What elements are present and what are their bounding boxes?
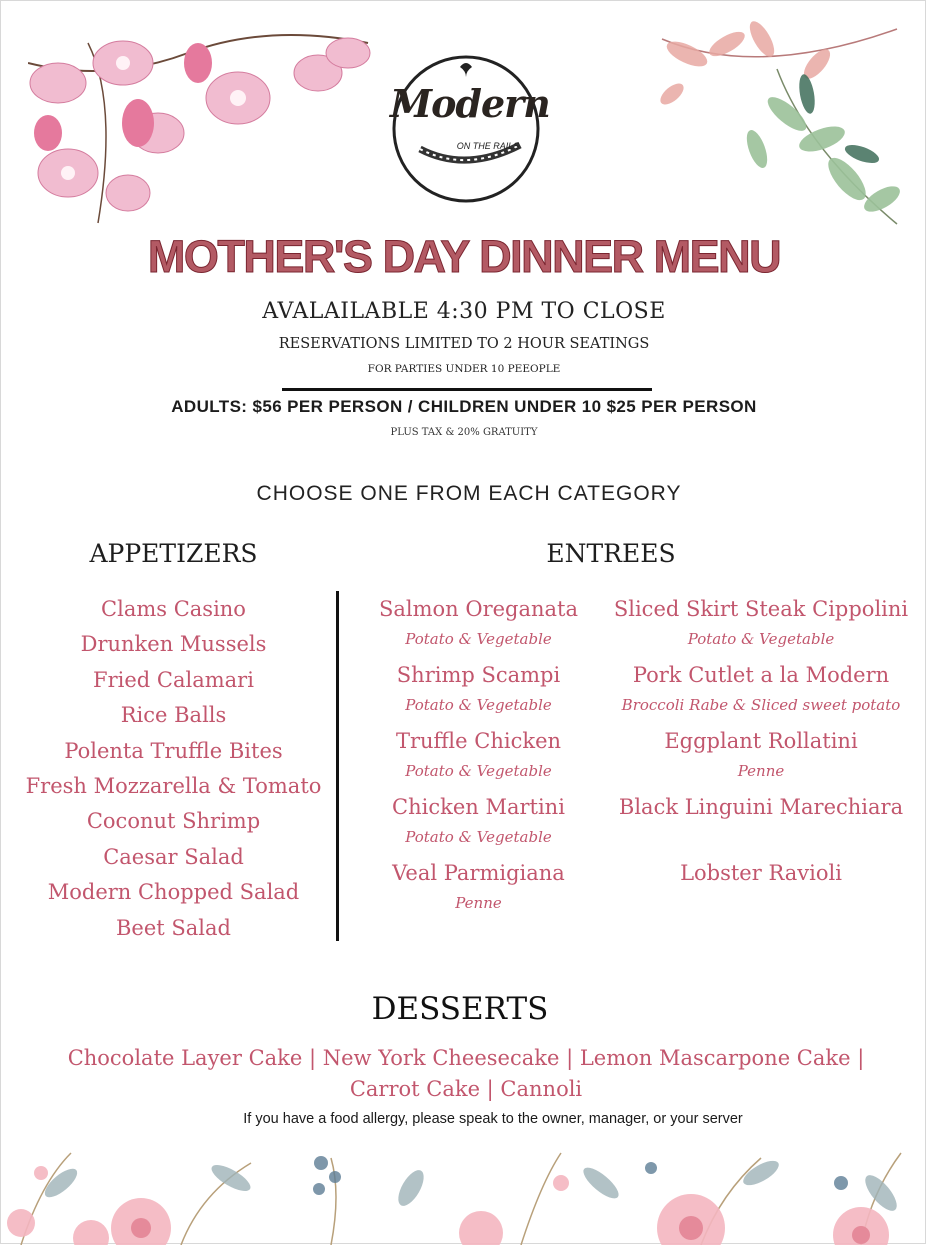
list-item	[606, 592, 916, 658]
entree-dish: Pork Cutlet a la Modern	[632, 663, 890, 687]
choose-instruction: CHOOSE ONE FROM EACH CATEGORY	[256, 482, 682, 505]
list-item: Fresh Mozzarella & Tomato	[25, 773, 322, 798]
desserts-line: Carrot Cake | Cannoli	[349, 1077, 583, 1101]
list-item: Beet Salad	[116, 915, 231, 940]
column-divider	[336, 591, 339, 941]
appetizers-heading: APPETIZERS	[89, 539, 258, 568]
list-item	[356, 856, 601, 922]
restaurant-logo	[390, 53, 550, 205]
desserts-list	[41, 1043, 891, 1105]
entree-dish: Truffle Chicken	[395, 729, 562, 753]
entree-dish: Chicken Martini	[392, 795, 565, 819]
list-item	[356, 592, 601, 658]
list-item: Fried Calamari	[93, 667, 254, 692]
parties-text: FOR PARTIES UNDER 10 PEEOPLE	[367, 363, 561, 375]
leaf-floral-decoration	[657, 19, 907, 229]
entrees-column-2	[606, 592, 916, 922]
tax-note: PLUS TAX & 20% GRATUITY	[390, 427, 538, 438]
list-item	[356, 658, 601, 724]
entrees-column-1	[356, 592, 601, 922]
entree-dish: Salmon Oreganata	[378, 597, 579, 621]
entree-dish: Shrimp Scampi	[396, 663, 561, 687]
list-item	[356, 790, 601, 856]
entree-dish: Sliced Skirt Steak Cippolini	[613, 597, 909, 621]
entree-side: Potato & Vegetable	[687, 630, 835, 648]
availability-text: AVALAILABLE 4:30 PM TO CLOSE	[262, 299, 666, 324]
list-item: Modern Chopped Salad	[47, 880, 300, 905]
divider-rule	[282, 388, 652, 391]
entree-side: Broccoli Rabe & Sliced sweet potato	[621, 696, 901, 714]
list-item	[606, 856, 916, 922]
menu-title: MOTHER'S DAY DINNER MENU	[147, 231, 781, 282]
list-item	[606, 658, 916, 724]
magnolia-floral-decoration	[28, 23, 378, 231]
list-item: Caesar Salad	[103, 844, 244, 869]
entree-side: Potato & Vegetable	[405, 828, 552, 846]
entree-side	[606, 824, 916, 856]
entree-side: Potato & Vegetable	[405, 762, 552, 780]
entree-side	[606, 890, 916, 922]
list-item: Drunken Mussels	[80, 632, 267, 657]
entree-dish: Eggplant Rollatini	[664, 729, 858, 753]
list-item: Coconut Shrimp	[86, 809, 261, 834]
appetizers-list	[11, 592, 336, 946]
entree-side: Potato & Vegetable	[405, 630, 552, 648]
list-item	[356, 724, 601, 790]
entree-dish: Black Linguini Marechiara	[618, 795, 904, 819]
allergy-note: If you have a food allergy, please speak to the owner, manager, or your server	[243, 1111, 743, 1127]
list-item: Clams Casino	[101, 597, 246, 621]
list-item	[606, 724, 916, 790]
desserts-heading: DESSERTS	[371, 991, 549, 1027]
entree-dish: Veal Parmigiana	[392, 861, 565, 885]
desserts-line: Chocolate Layer Cake | New York Cheesecake | Lemon Mascarpone Cake |	[67, 1046, 865, 1070]
entree-side: Potato & Vegetable	[405, 696, 552, 714]
entree-side: Penne	[737, 762, 785, 780]
list-item	[606, 790, 916, 856]
logo-tagline: ON THE RAILS	[456, 141, 520, 151]
entree-side: Penne	[455, 894, 502, 912]
list-item: Polenta Truffle Bites	[64, 738, 283, 763]
entrees-heading: ENTREES	[546, 539, 676, 568]
logo-wordmark: Modern	[390, 81, 550, 126]
list-item: Rice Balls	[120, 703, 227, 728]
logo-ring-icon	[390, 53, 550, 205]
bottom-floral-decoration	[1, 1143, 926, 1245]
reservations-text: RESERVATIONS LIMITED TO 2 HOUR SEATINGS	[278, 336, 650, 352]
price-line: ADULTS: $56 PER PERSON / CHILDREN UNDER 10 $25 PER PERSON	[171, 397, 757, 416]
entree-dish: Lobster Ravioli	[680, 861, 842, 885]
